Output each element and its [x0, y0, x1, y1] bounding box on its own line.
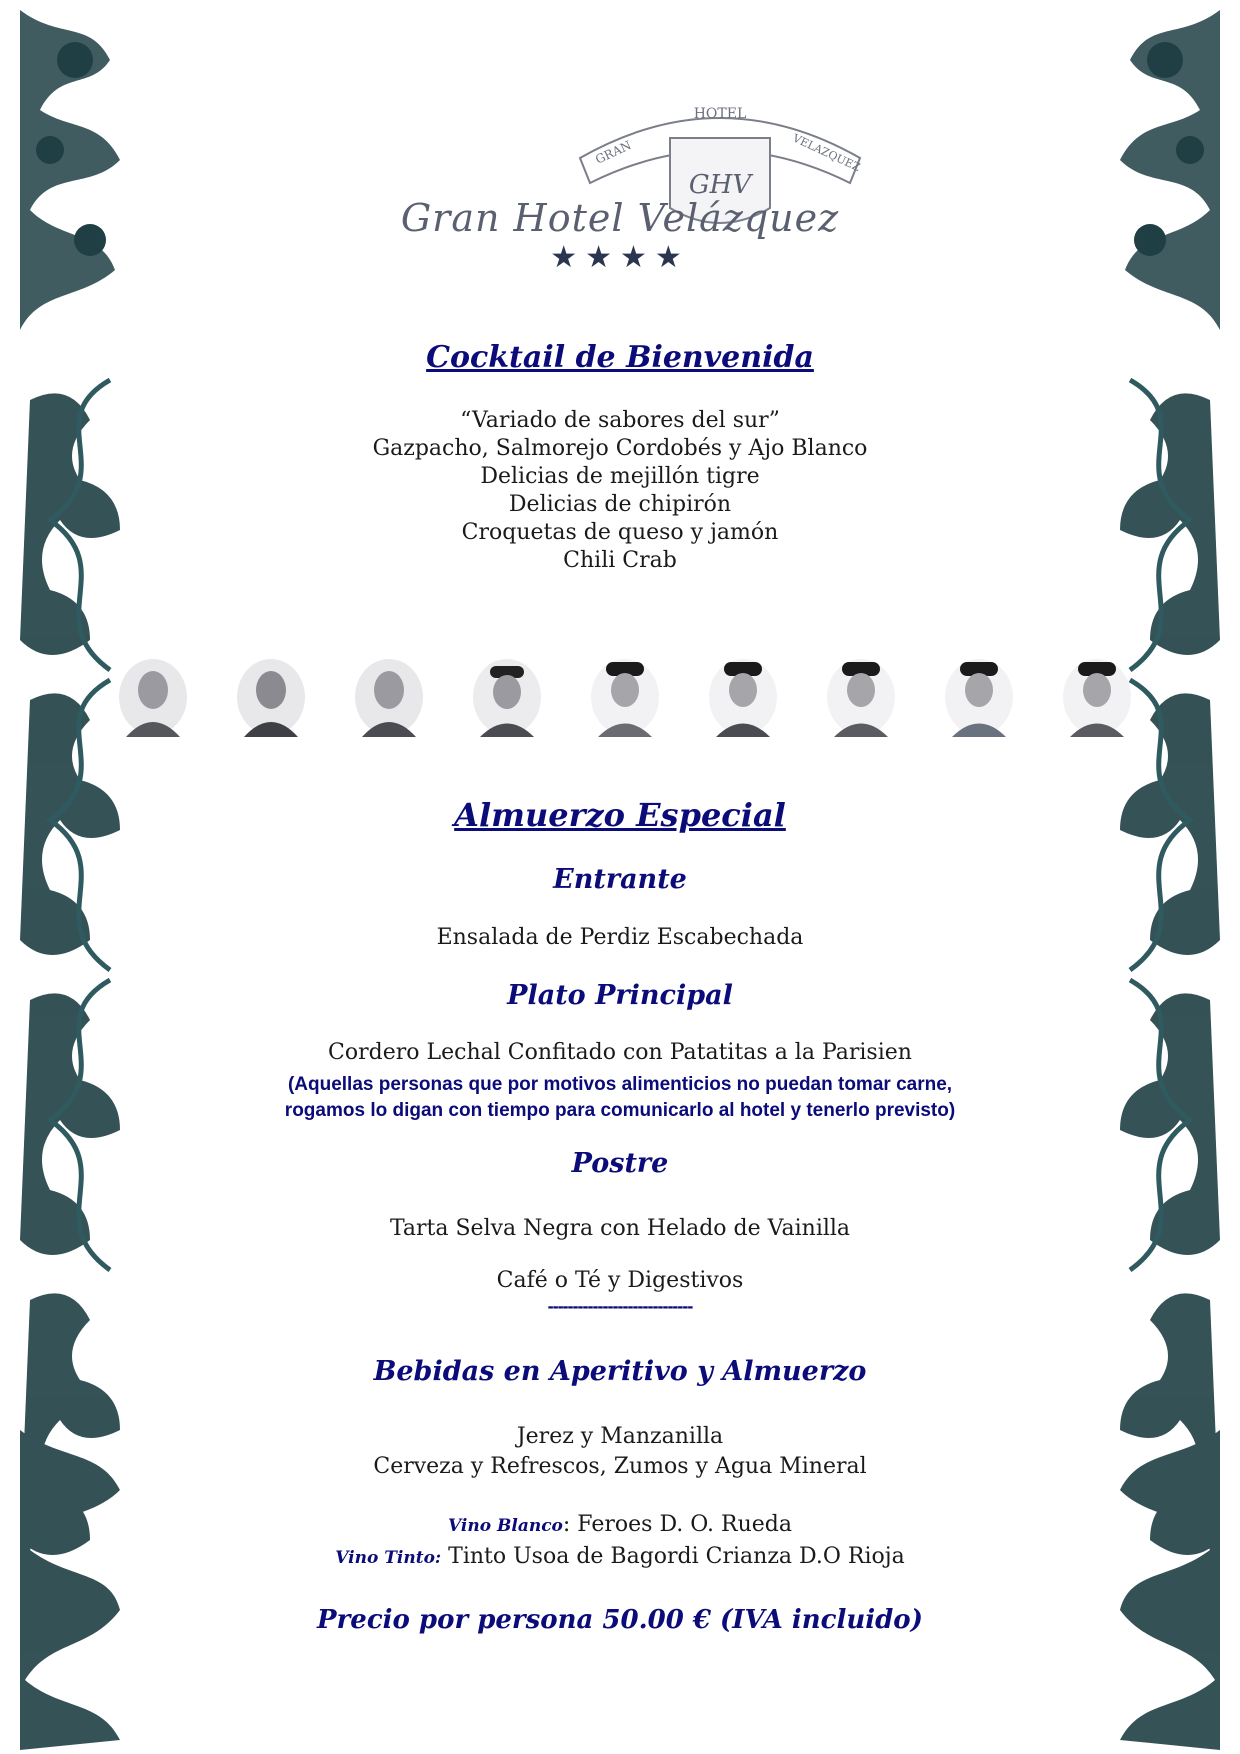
dietary-note-line-1: (Aquellas personas que por motivos alimenticios no puedan tomar carne,	[287, 1074, 953, 1095]
drinks-line-2: Cerveza y Refrescos, Zumos y Agua Mineral	[373, 1454, 867, 1479]
portrait-image	[1056, 652, 1138, 742]
white-wine-line	[100, 1512, 1140, 1537]
starter-title: Entrante	[553, 864, 687, 895]
portrait-image	[230, 652, 312, 742]
menu-page	[100, 0, 1140, 1754]
svg-text:GRAN: GRAN	[593, 138, 634, 167]
red-wine-label: Vino Tinto:	[335, 1548, 442, 1568]
white-wine-label: Vino Blanco	[448, 1516, 563, 1536]
portrait-image	[466, 652, 548, 742]
cocktail-item-5: Croquetas de queso y jamón	[461, 520, 779, 545]
cocktail-item-6: Chili Crab	[563, 548, 677, 573]
svg-text:GHV: GHV	[688, 170, 752, 200]
cocktail-item-1: “Variado de sabores del sur”	[460, 408, 780, 433]
portrait-image	[348, 652, 430, 742]
main-course-dish: Cordero Lechal Confitado con Patatitas a la Parisien	[328, 1040, 912, 1065]
cocktail-title: Cocktail de Bienvenida	[426, 340, 814, 375]
svg-text:HOTEL: HOTEL	[693, 106, 747, 122]
portrait-image	[820, 652, 902, 742]
drinks-title: Bebidas en Aperitivo y Almuerzo	[373, 1356, 867, 1387]
red-wine-value: Tinto Usoa de Bagordi Crianza D.O Rioja	[441, 1544, 905, 1569]
red-wine-line	[100, 1544, 1140, 1569]
portrait-strip	[100, 652, 1140, 744]
drinks-line-1: Jerez y Manzanilla	[516, 1424, 724, 1449]
main-course-title: Plato Principal	[507, 980, 733, 1011]
cocktail-item-4: Delicias de chipirón	[508, 492, 732, 517]
portrait-image	[702, 652, 784, 742]
white-wine-value: : Feroes D. O. Rueda	[562, 1512, 792, 1537]
dessert-dish: Tarta Selva Negra con Helado de Vainilla	[389, 1216, 851, 1241]
cocktail-item-3: Delicias de mejillón tigre	[480, 464, 760, 489]
dessert-title: Postre	[571, 1148, 669, 1179]
dietary-note-line-2: rogamos lo digan con tiempo para comunicarlo al hotel y tenerlo previsto)	[284, 1100, 956, 1121]
price-per-person: Precio por persona 50.00 € (IVA incluido)	[317, 1605, 923, 1635]
starter-dish: Ensalada de Perdiz Escabechada	[436, 925, 804, 950]
portrait-image	[938, 652, 1020, 742]
lunch-title: Almuerzo Especial	[454, 796, 786, 834]
portrait-image	[584, 652, 666, 742]
hotel-name: Gran Hotel Velázquez	[400, 196, 840, 240]
hotel-star-rating: ★★★★	[550, 240, 690, 275]
section-separator: -----------------------------	[547, 1296, 693, 1316]
coffee-line: Café o Té y Digestivos	[496, 1268, 744, 1293]
portrait-image	[112, 652, 194, 742]
cocktail-item-2: Gazpacho, Salmorejo Cordobés y Ajo Blanco	[372, 436, 868, 461]
svg-text:VELAZQUEZ: VELAZQUEZ	[790, 131, 863, 175]
